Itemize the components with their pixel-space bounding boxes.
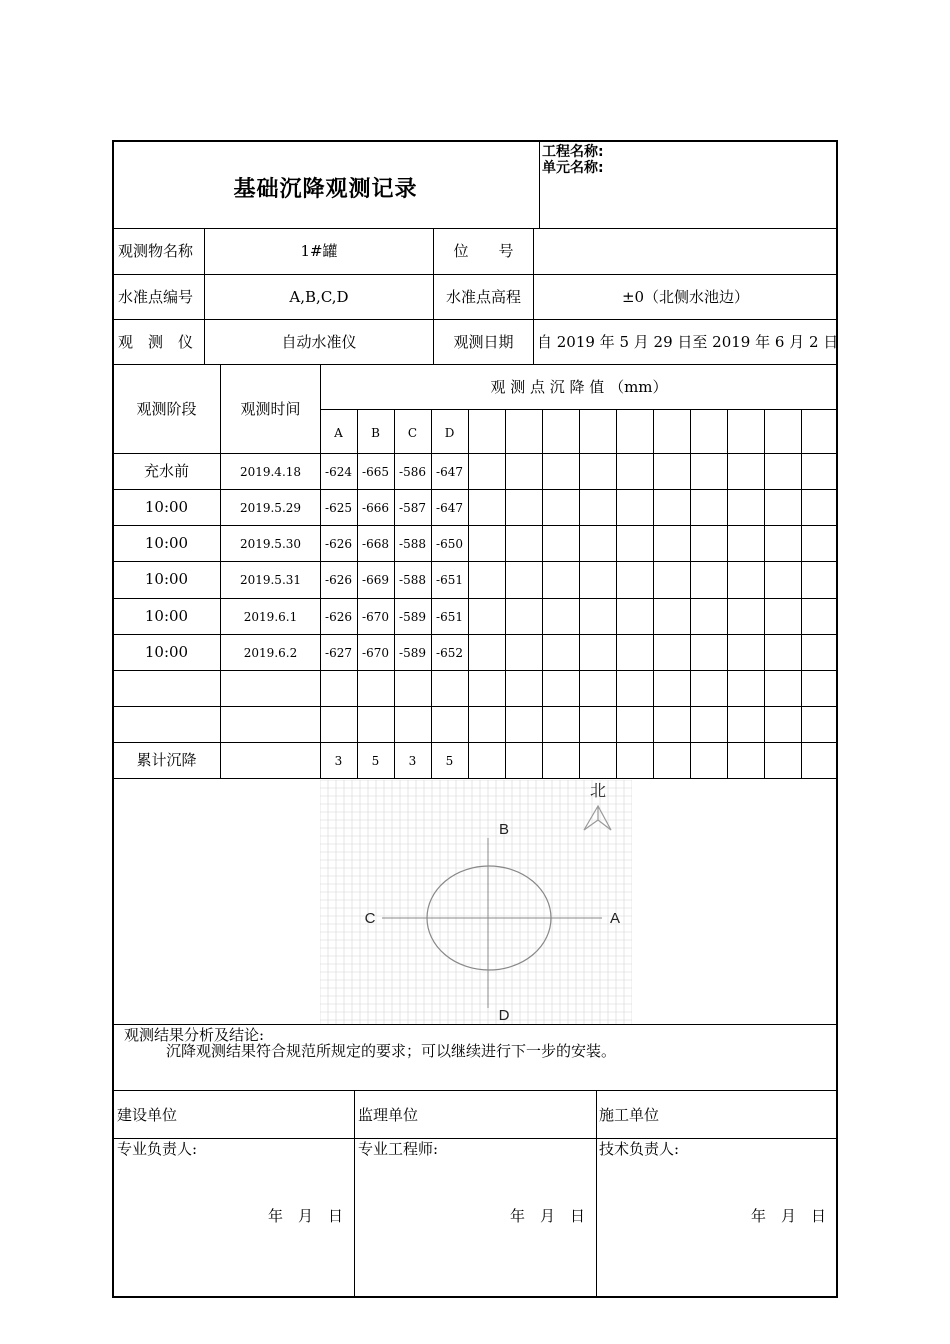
value-cell: -669 <box>362 573 389 587</box>
divider <box>653 409 654 778</box>
divider <box>113 670 837 671</box>
total-cell: 3 <box>334 754 343 768</box>
point-label-c: C <box>364 910 376 927</box>
value-cell: -650 <box>436 537 463 551</box>
value-cell: -651 <box>436 610 463 624</box>
north-label: 北 <box>589 781 607 800</box>
date-cell: 2019.5.31 <box>239 573 302 587</box>
value-cell: -624 <box>325 465 352 479</box>
instrument-label: 观 测 仪 <box>118 333 194 351</box>
north-arrow-icon <box>584 806 611 830</box>
divider <box>113 778 837 779</box>
date-cell: 2019.5.29 <box>239 501 302 515</box>
value-cell: -668 <box>362 537 389 551</box>
divider <box>113 634 837 635</box>
divider <box>113 1090 837 1091</box>
object-value: 1#罐 <box>300 242 338 260</box>
date-cell: 2019.6.2 <box>243 646 298 660</box>
unit-name-label: 单元名称: <box>542 160 604 176</box>
divider <box>113 489 837 490</box>
date-value: 自 2019 年 5 月 29 日至 2019 年 6 月 2 日 <box>537 333 839 351</box>
value-cell: -652 <box>436 646 463 660</box>
instrument-value: 自动水准仪 <box>281 333 357 351</box>
divider <box>113 364 837 365</box>
value-cell: -670 <box>362 646 389 660</box>
divider <box>468 409 469 778</box>
value-cell: -588 <box>399 573 426 587</box>
divider <box>354 1090 355 1297</box>
construction-person-label: 专业负责人: <box>117 1140 198 1158</box>
total-cell: 5 <box>371 754 380 768</box>
date-label: 观测日期 <box>453 333 514 351</box>
value-cell: -670 <box>362 610 389 624</box>
point-header: D <box>444 426 455 440</box>
values-header: 观 测 点 沉 降 值 （mm） <box>490 378 668 396</box>
divider <box>113 706 837 707</box>
point-label-b: B <box>498 821 510 838</box>
value-cell: -651 <box>436 573 463 587</box>
divider <box>113 525 837 526</box>
value-cell: -626 <box>325 573 352 587</box>
contractor-person-label: 技术负责人: <box>599 1140 680 1158</box>
divider <box>113 561 837 562</box>
point-header: A <box>334 426 343 440</box>
divider <box>113 742 837 743</box>
total-label: 累计沉降 <box>136 751 197 769</box>
total-cell: 3 <box>408 754 417 768</box>
value-cell: -587 <box>399 501 426 515</box>
elevation-label: 水准点高程 <box>445 288 521 306</box>
stage-cell: 10:00 <box>144 607 189 625</box>
elevation-value: ±0（北侧水池边） <box>621 288 750 306</box>
time-header: 观测时间 <box>240 400 301 418</box>
object-label: 观测物名称 <box>118 242 194 260</box>
supervision-person-label: 专业工程师: <box>358 1140 439 1158</box>
divider <box>616 409 617 778</box>
total-cell: 5 <box>445 754 454 768</box>
divider <box>113 1138 837 1139</box>
date-cell: 2019.6.1 <box>243 610 298 624</box>
stage-header: 观测阶段 <box>136 400 197 418</box>
page-title: 基础沉降观测记录 <box>233 177 418 202</box>
point-label-d: D <box>498 1007 510 1024</box>
divider <box>764 409 765 778</box>
value-cell: -626 <box>325 610 352 624</box>
value-cell: -589 <box>399 610 426 624</box>
divider <box>579 409 580 778</box>
value-cell: -625 <box>325 501 352 515</box>
value-cell: -647 <box>436 465 463 479</box>
project-name-label: 工程名称: <box>542 144 604 160</box>
divider <box>801 409 802 778</box>
contractor-date: 年 月 日 <box>751 1207 827 1225</box>
divider <box>542 409 543 778</box>
divider <box>113 453 837 454</box>
conclusion-text: 沉降观测结果符合规范所规定的要求；可以继续进行下一步的安装。 <box>166 1042 617 1060</box>
point-label-a: A <box>609 910 621 927</box>
value-cell: -627 <box>325 646 352 660</box>
benchmark-label: 水准点编号 <box>118 288 194 306</box>
stage-cell: 10:00 <box>144 498 189 516</box>
date-cell: 2019.5.30 <box>239 537 302 551</box>
divider <box>113 1024 837 1025</box>
divider <box>113 228 837 229</box>
divider <box>505 409 506 778</box>
construction-unit-label: 建设单位 <box>117 1106 178 1124</box>
point-header: C <box>407 426 418 440</box>
date-cell: 2019.4.18 <box>239 465 302 479</box>
position-label: 位 号 <box>453 242 514 260</box>
divider <box>113 319 837 320</box>
value-cell: -666 <box>362 501 389 515</box>
divider <box>596 1090 597 1297</box>
stage-cell: 10:00 <box>144 570 189 588</box>
value-cell: -586 <box>399 465 426 479</box>
stage-cell: 充水前 <box>143 462 189 480</box>
value-cell: -647 <box>436 501 463 515</box>
divider <box>727 409 728 778</box>
tank-layout-diagram <box>320 780 632 1024</box>
supervision-unit-label: 监理单位 <box>358 1106 419 1124</box>
benchmark-value: A,B,C,D <box>289 288 349 306</box>
supervision-date: 年 月 日 <box>510 1207 586 1225</box>
value-cell: -626 <box>325 537 352 551</box>
contractor-unit-label: 施工单位 <box>599 1106 660 1124</box>
divider <box>690 409 691 778</box>
conclusion-label: 观测结果分析及结论: <box>124 1026 265 1044</box>
stage-cell: 10:00 <box>144 534 189 552</box>
divider <box>113 598 837 599</box>
value-cell: -589 <box>399 646 426 660</box>
divider <box>539 141 540 228</box>
stage-cell: 10:00 <box>144 643 189 661</box>
value-cell: -665 <box>362 465 389 479</box>
construction-date: 年 月 日 <box>268 1207 344 1225</box>
point-header: B <box>371 426 380 440</box>
value-cell: -588 <box>399 537 426 551</box>
divider <box>113 274 837 275</box>
